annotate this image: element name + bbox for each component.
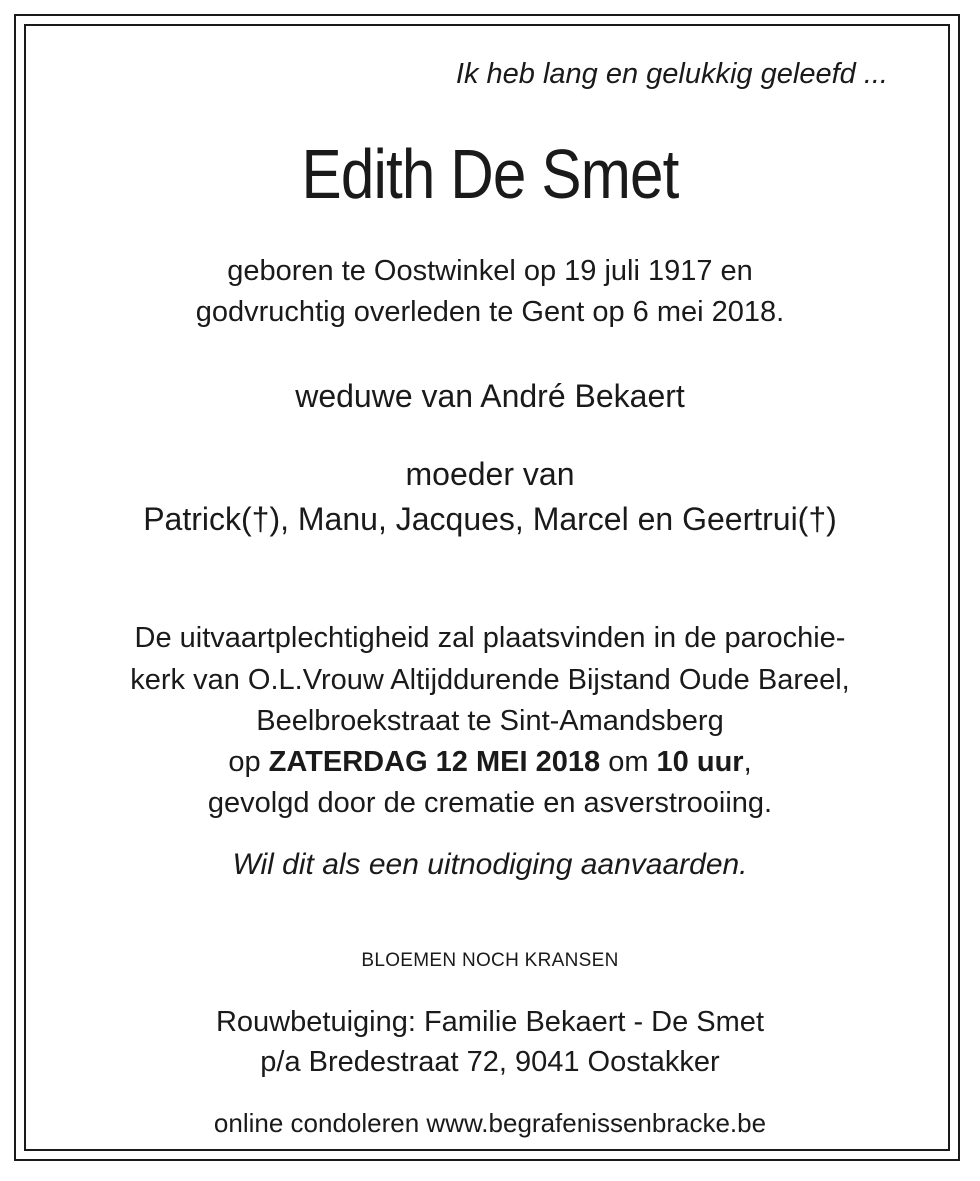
motto: Ik heb lang en gelukkig geleefd ...	[455, 58, 888, 90]
condolence-line-1: Rouwbetuiging: Familie Bekaert - De Smet	[215, 1006, 764, 1038]
funeral-line-1: De uitvaartplechtigheid zal plaatsvinden in de parochie-	[134, 622, 846, 654]
widow-line: weduwe van André Bekaert	[295, 378, 685, 414]
funeral-date-line	[0, 746, 980, 779]
funeral-date: ZATERDAG 12 MEI 2018	[268, 746, 601, 778]
flowers-note: BLOEMEN NOCH KRANSEN	[361, 950, 619, 971]
children-list: Patrick(†), Manu, Jacques, Marcel en Geertrui(†)	[143, 501, 837, 537]
birth-line: geboren te Oostwinkel op 19 juli 1917 en	[227, 255, 753, 287]
funeral-date-prefix: op	[228, 746, 261, 778]
invitation: Wil dit als een uitnodiging aanvaarden.	[232, 848, 748, 881]
funeral-time-prefix: om	[608, 746, 649, 778]
funeral-date-suffix: ,	[743, 746, 752, 778]
mother-label: moeder van	[405, 456, 575, 492]
funeral-time: 10 uur	[656, 746, 744, 778]
deceased-name: Edith De Smet	[301, 135, 679, 213]
funeral-line-2: kerk van O.L.Vrouw Altijddurende Bijstand Oude Bareel,	[130, 664, 850, 696]
funeral-line-5: gevolgd door de crematie en asverstrooiing.	[207, 787, 773, 819]
funeral-line-3: Beelbroekstraat te Sint-Amandsberg	[256, 705, 724, 737]
online-condolence: online condoleren www.begrafenissenbracke.be	[213, 1108, 767, 1138]
death-line: godvruchtig overleden te Gent op 6 mei 2018.	[195, 296, 785, 328]
condolence-address: p/a Bredestraat 72, 9041 Oostakker	[260, 1046, 720, 1078]
